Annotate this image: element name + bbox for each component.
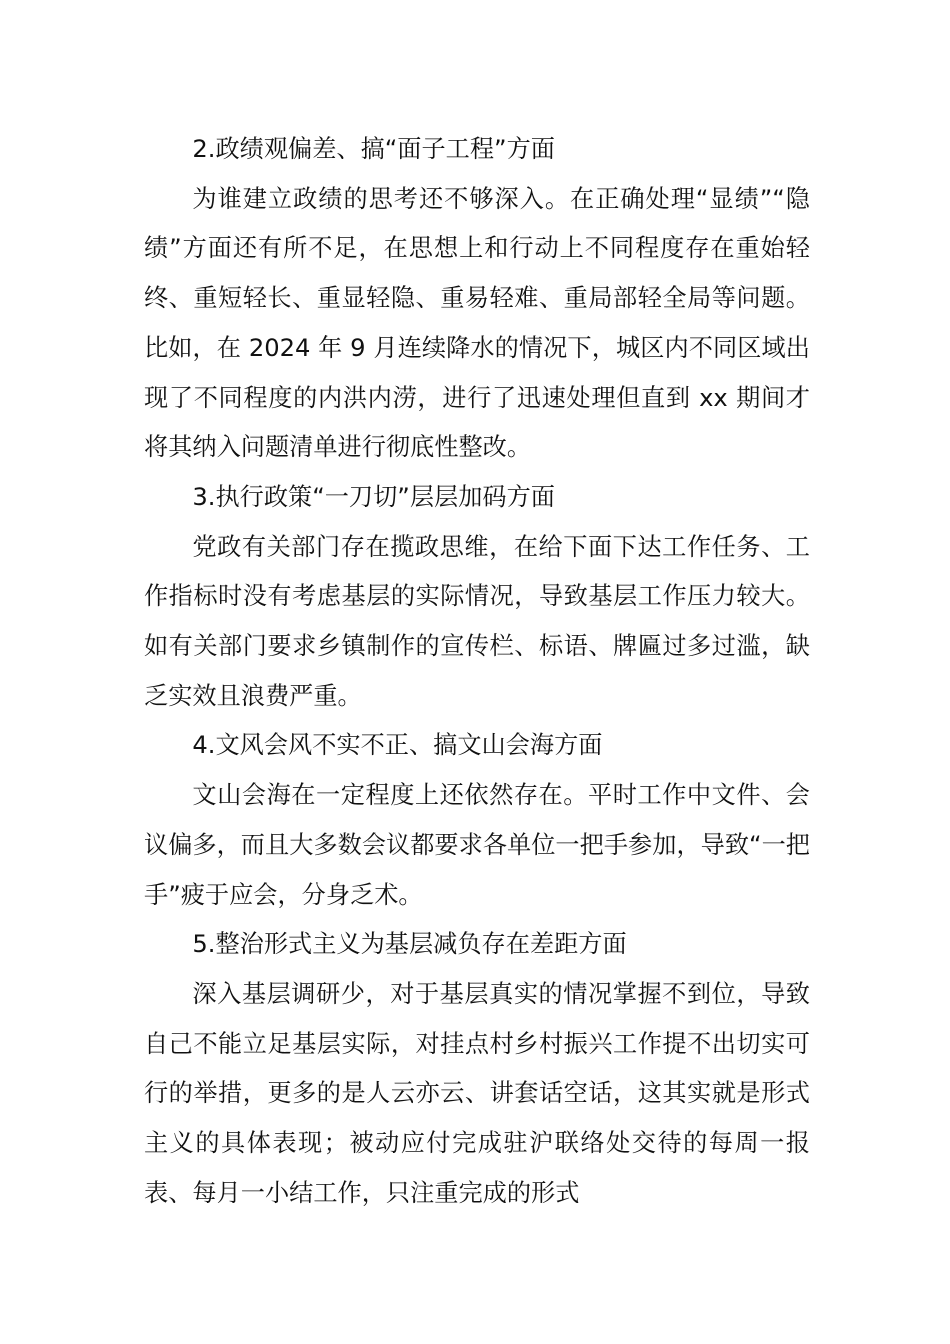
- section-heading-3: 3.执行政策“一刀切”层层加码方面: [192, 482, 555, 511]
- section-heading-2: 2.政绩观偏差、搞“面子工程”方面: [192, 135, 555, 163]
- section-paragraph-3: 党政有关部门存在揽政思维，在给下面下达工作任务、工作指标时没有考虑基层的实际情况，导致基层工作压力较大。如有关部门要求乡镇制作的宣传栏、标语、牌匾过多过滥，缺乏实效且浪费严重。: [144, 532, 810, 710]
- section-paragraph-2: 为谁建立政绩的思考还不够深入。在正确处理“显绩”“隐绩”方面还有所不足，在思想上和行动上不同程度存在重始轻终、重短轻长、重显轻隐、重易轻难、重局部轻全局等问题。比如，在 2024 年 9 月连续降水的情况下，城区内不同区域出现了不同程度的内洪内涝，进行了迅速处理但直到 xx 期间才将其纳入问题清单进行彻底性整改。: [144, 184, 810, 462]
- section-heading-4: 4.文风会风不实不正、搞文山会海方面: [192, 731, 603, 760]
- section-paragraph-4: 文山会海在一定程度上还依然存在。平时工作中文件、会议偏多，而且大多数会议都要求各单位一把手参加，导致“一把手”疲于应会，分身乏术。: [144, 781, 810, 909]
- document-body: [144, 125, 810, 1218]
- section-paragraph-5: 深入基层调研少，对于基层真实的情况掌握不到位，导致自己不能立足基层实际，对挂点村乡村振兴工作提不出切实可行的举措，更多的是人云亦云、讲套话空话，这其实就是形式主义的具体表现；被动应付完成驻沪联络处交待的每周一报表、每月一小结工作，只注重完成的形式: [144, 979, 810, 1207]
- section-heading-5: 5.整治形式主义为基层减负存在差距方面: [192, 930, 627, 959]
